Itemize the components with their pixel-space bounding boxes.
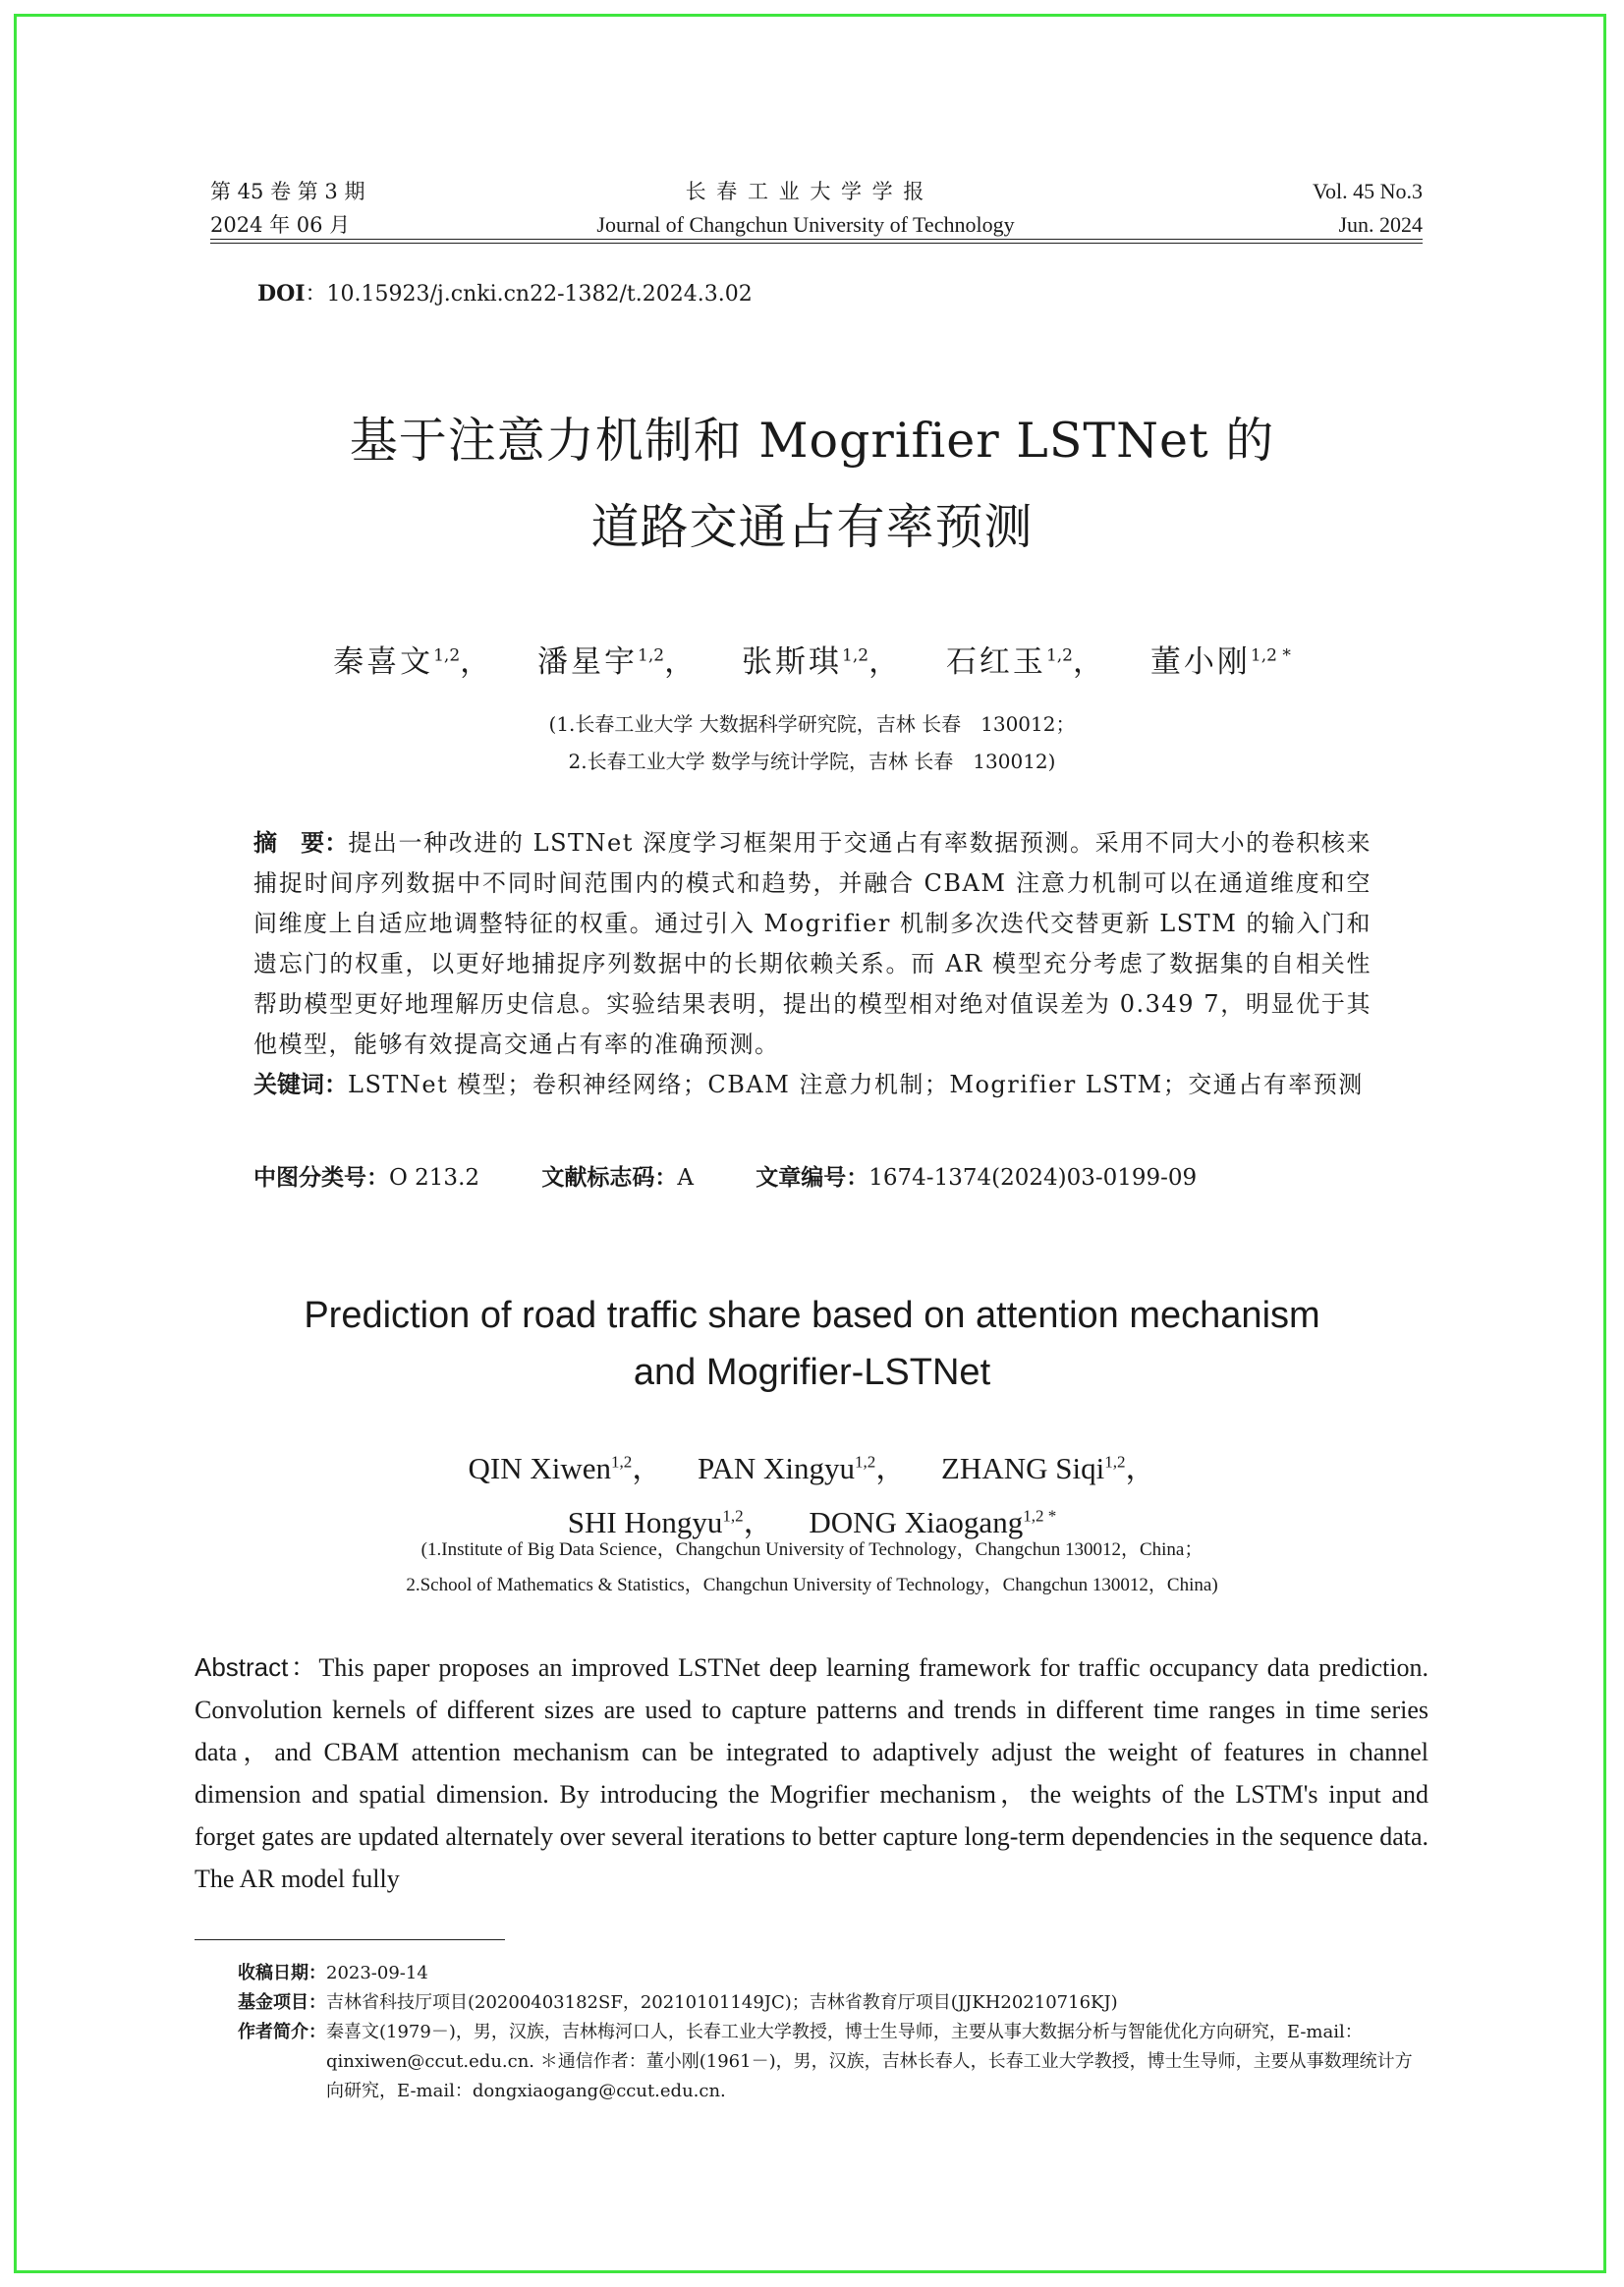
abstract-cn-label: 摘 要：	[253, 829, 349, 857]
author-separator: ，	[632, 1451, 663, 1486]
author-cn	[333, 644, 493, 680]
doi-line	[257, 277, 753, 307]
article-number-value: 1674-1374(2024)03-0199-09	[868, 1165, 1198, 1191]
author-en-affiliation-mark: 1,2	[1104, 1453, 1126, 1472]
title-cn-line-2: 道路交通占有率预测	[590, 499, 1034, 555]
fund-label: 基金项目：	[238, 1992, 326, 2013]
volume-issue-cn: 第 45 卷 第 3 期	[210, 180, 365, 203]
header-rule-top	[210, 239, 1423, 240]
title-cn	[196, 398, 1428, 571]
footnotes	[238, 1959, 1428, 2106]
clc-value: O 213.2	[389, 1165, 480, 1191]
doi-value: ：10.15923/j.cnki.cn22-1382/t.2024.3.02	[305, 282, 753, 307]
author-en	[468, 1451, 662, 1485]
author-cn	[742, 644, 902, 680]
affiliation-en-2: 2.School of Mathematics & Statistics，Changchun University of Technology，Changchun 130012，China)	[406, 1575, 1218, 1595]
author-separator: ，	[875, 1451, 907, 1486]
header-rule-bottom	[210, 243, 1423, 244]
document-code-value: A	[677, 1165, 694, 1191]
author-cn	[537, 644, 698, 680]
abstract-cn	[253, 823, 1372, 1065]
doi-label: DOI	[257, 281, 306, 307]
affiliation-en-1: (1.Institute of Big Data Science，Changchun University of Technology，Changchun 130012，China；	[420, 1539, 1204, 1560]
author-separator: ，	[460, 644, 494, 680]
author-en-name: DONG Xiaogang	[809, 1504, 1024, 1539]
author-separator: ，	[1125, 1451, 1156, 1486]
affiliations-en	[196, 1533, 1428, 1603]
author-bio-label: 作者简介：	[238, 2022, 326, 2042]
author-cn-affiliation-mark: 1,2	[433, 645, 461, 666]
author-en-affiliation-mark: 1,2	[854, 1453, 876, 1472]
header-center	[531, 175, 1081, 242]
clc-label: 中图分类号：	[253, 1165, 389, 1191]
header-right	[1313, 175, 1423, 242]
author-cn-name: 潘星宇	[537, 644, 639, 680]
received-date-label: 收稿日期：	[238, 1963, 326, 1983]
footnote-rule	[195, 1939, 505, 1940]
author-separator: ，	[664, 644, 699, 680]
title-cn-line-1: 基于注意力机制和 Mogrifier LSTNet 的	[349, 413, 1275, 469]
author-separator: ，	[1073, 644, 1107, 680]
authors-en-line-1	[196, 1439, 1428, 1492]
authors-cn	[196, 637, 1428, 681]
footnote-fund	[238, 1988, 1428, 2018]
document-code	[541, 1165, 694, 1191]
article-number	[756, 1165, 1197, 1191]
author-cn-affiliation-mark: 1,2	[841, 645, 869, 666]
affiliations-cn	[196, 705, 1428, 780]
journal-name-en: Journal of Changchun University of Technology	[596, 212, 1015, 237]
author-en-affiliation-mark: 1,2 *	[1023, 1506, 1057, 1526]
author-cn-affiliation-mark: 1,2 *	[1250, 645, 1291, 666]
date-en: Jun. 2024	[1338, 212, 1423, 237]
author-cn	[946, 644, 1106, 680]
author-bio-value: 秦喜文(1979－)，男，汉族，吉林梅河口人，长春工业大学教授，博士生导师，主要从事大数据分析与智能优化方向研究，E-mail：qinxiwen@ccut.edu.cn. ＊通信作者：董小刚(1961－)，男，汉族，吉林长春人，长春工业大学教授，博士生导师，主要从事数理统计方向研究，E-mail：dongxiaogang@ccut.edu.cn.	[326, 2022, 1413, 2101]
journal-name-cn: 长 春 工 业 大 学 学 报	[685, 180, 926, 203]
classification-line	[253, 1159, 1252, 1192]
author-en-affiliation-mark: 1,2	[722, 1506, 744, 1526]
author-en-name: PAN Xingyu	[698, 1451, 855, 1486]
keywords-cn-text: LSTNet 模型；卷积神经网络；CBAM 注意力机制；Mogrifier LSTM；交通占有率预测	[348, 1071, 1364, 1098]
authors-en	[196, 1439, 1428, 1546]
author-en	[698, 1451, 906, 1485]
fund-value: 吉林省科技厅项目(20200403182SF，20210101149JC)；吉林省教育厅项目(JJKH20210716KJ)	[326, 1992, 1118, 2013]
author-cn-name: 石红玉	[945, 644, 1046, 680]
abstract-block-cn	[253, 823, 1372, 1105]
article-number-label: 文章编号：	[756, 1165, 869, 1191]
author-cn-name: 董小刚	[1149, 644, 1251, 680]
author-en	[941, 1451, 1156, 1485]
abstract-en	[195, 1646, 1428, 1900]
author-cn-name: 张斯琪	[741, 644, 842, 680]
document-code-label: 文献标志码：	[541, 1165, 678, 1191]
date-cn: 2024 年 06 月	[210, 213, 351, 237]
abstract-cn-text: 提出一种改进的 LSTNet 深度学习框架用于交通占有率数据预测。采用不同大小的卷积核来捕捉时间序列数据中不同时间范围内的模式和趋势，并融合 CBAM 注意力机制可以在通道维度和空间维度上自适应地调整特征的权重。通过引入 Mogrifier 机制多次迭代交替更新 LSTM 的输入门和遗忘门的权重，以更好地捕捉序列数据中的长期依赖关系。而 AR 模型充分考虑了数据集的自相关性帮助模型更好地理解历史信息。实验结果表明，提出的模型相对绝对值误差为 0.349 7，明显优于其他模型，能够有效提高交通占有率的准确预测。	[253, 829, 1372, 1058]
author-cn	[1150, 644, 1291, 680]
keywords-cn	[253, 1065, 1372, 1105]
keywords-cn-label: 关键词：	[253, 1071, 348, 1098]
author-en-affiliation-mark: 1,2	[610, 1453, 633, 1472]
abstract-en-label: Abstract：	[195, 1652, 319, 1682]
title-en-line-2: and Mogrifier-LSTNet	[633, 1352, 991, 1393]
title-en-line-1: Prediction of road traffic share based on attention mechanism	[304, 1295, 1320, 1336]
author-cn-name: 秦喜文	[333, 644, 434, 680]
author-cn-affiliation-mark: 1,2	[638, 645, 665, 666]
volume-issue-en: Vol. 45 No.3	[1312, 179, 1423, 203]
affiliation-cn-2: 2.长春工业大学 数学与统计学院，吉林 长春 130012)	[568, 750, 1056, 773]
author-separator: ，	[868, 644, 903, 680]
abstract-en-text: This paper proposes an improved LSTNet deep learning framework for traffic occupancy data prediction. Convolution kernels of different sizes are used to capture patterns and trends in different time ranges in time series data，and CBAM attention mechanism can be integrated to adaptively adjust the weight of features in channel dimension and spatial dimension. By introducing the Mogrifier mechanism，the weights of the LSTM's input and forget gates are updated alternately over several iterations to better capture long-term dependencies in the sequence data. The AR model fully	[195, 1653, 1428, 1893]
author-separator: ，	[743, 1504, 774, 1539]
footnote-author-bio	[238, 2018, 1428, 2106]
author-en-name: SHI Hongyu	[567, 1504, 723, 1539]
affiliation-cn-1: (1.长春工业大学 大数据科学研究院，吉林 长春 130012；	[548, 712, 1076, 736]
page-border	[14, 14, 1606, 2273]
author-en-name: ZHANG Siqi	[941, 1451, 1105, 1486]
footnote-received	[238, 1959, 1428, 1988]
clc-number	[253, 1165, 479, 1191]
title-en	[196, 1287, 1428, 1401]
header-left	[210, 175, 364, 242]
author-cn-affiliation-mark: 1,2	[1045, 645, 1074, 666]
received-date-value: 2023-09-14	[326, 1963, 428, 1983]
author-en-name: QIN Xiwen	[468, 1451, 611, 1486]
